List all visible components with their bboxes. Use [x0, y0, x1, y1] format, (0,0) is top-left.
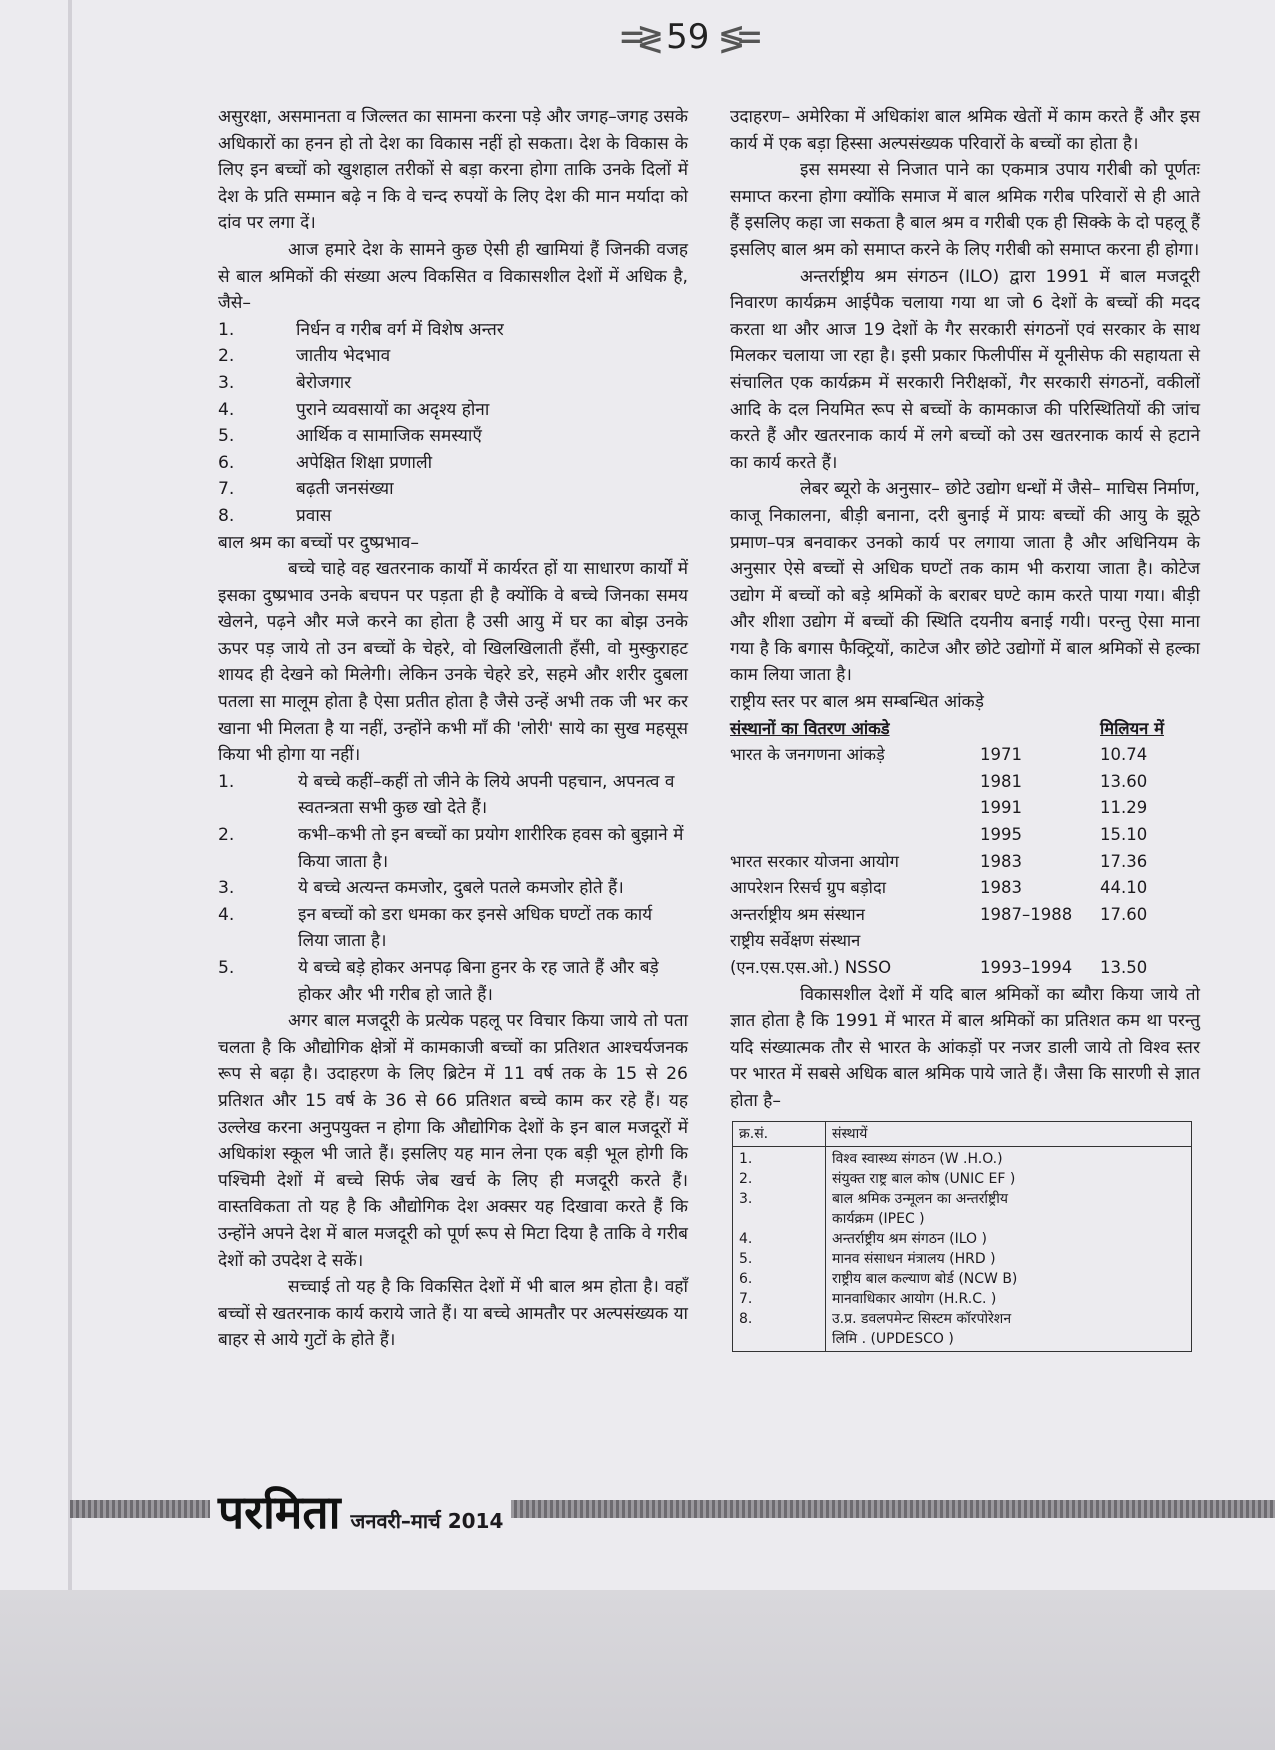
- table-row: [730, 902, 1200, 929]
- cell-source: अन्तर्राष्ट्रीय श्रम संस्थान: [730, 904, 865, 924]
- cell-source: [730, 769, 980, 796]
- cell-value: 44.10: [1100, 878, 1148, 898]
- institutions-table: [732, 1121, 1192, 1352]
- cell-year: 1995: [980, 825, 1022, 845]
- cell-year: [980, 928, 1100, 955]
- cell-value: 13.50: [1100, 958, 1148, 977]
- section-heading: बाल श्रम का बच्चों पर दुष्प्रभाव–: [218, 532, 419, 553]
- item-number: 3.: [218, 878, 235, 899]
- item-number: 2.: [218, 346, 235, 367]
- list-item: [218, 902, 688, 955]
- issue-date: जनवरी–मार्च 2014: [350, 1509, 504, 1533]
- item-number: 1.: [218, 319, 235, 340]
- paragraph: सच्चाई तो यह है कि विकसित देशों में भी बाल श्रम होता है। वहाँ बच्चों से खतरनाक कार्य कराये जाते हैं। या बच्चे आमतौर पर अल्पसंख्यक या बाहर से आये गुटों के होते हैं।: [218, 1277, 688, 1351]
- magazine-logo: परमिता: [218, 1485, 341, 1539]
- page-header: [620, 14, 756, 60]
- item-number: 6.: [218, 452, 235, 473]
- cell-institution-names: विश्व स्वास्थ्य संगठन (W .H.O.) संयुक्त राष्ट्र बाल कोष (UNIC EF ) बाल श्रमिक उन्मूलन का अन्तर्राष्ट्रीय कार्यक्रम (IPEC ) अन्तर्राष्ट्रीय श्रम संगठन (ILO ) मानव संसाधन मंत्रालय (HRD ) राष्ट्रीय बाल कल्याण बोर्ड (NCW B) मानवाधिकार आयोग (H.R.C. ) उ.प्र. डवलपमेन्ट सिस्टम कॉरपोरेशन लिमि . (UPDESCO ): [826, 1146, 1192, 1351]
- cell-value: 13.60: [1100, 771, 1148, 791]
- cell-source: [730, 822, 980, 849]
- cell-source: आपरेशन रिसर्च ग्रुप बड़ोदा: [730, 878, 886, 898]
- item-number: 3.: [218, 372, 235, 393]
- item-number: 2.: [218, 825, 235, 846]
- list-item: [218, 955, 688, 1008]
- stats-table: [730, 716, 1200, 982]
- item-number: 8.: [218, 505, 235, 526]
- paragraph: लेबर ब्यूरो के अनुसार– छोटे उद्योग धन्धों में जैसे– माचिस निर्माण, काजू निकालना, बीड़ी बनाना, दरी बुनाई में प्रायः बच्चों की आयु के झूठे प्रमाण–पत्र बनवाकर उनको कार्य पर लगाया जाता है और अधिनियम के अनुसार ऐसे बच्चों से अधिक घण्टों तक काम भी कराया जाता है। कोटेज उद्योग में बच्चों को बड़े श्रमिकों के बराबर घण्टे काम करते पाया गया। बीड़ी और शीशा उद्योग में बच्चों की स्थिति दयनीय बनाई गयी। परन्तु ऐसा माना गया है कि बगास फैक्ट्रियों, काटेज और छोटे उद्योगों में बाल श्रमिकों से हल्का काम लिया जाता है।: [730, 479, 1200, 686]
- header-ornament-right: ≶=: [719, 14, 756, 60]
- list-item: [218, 343, 688, 370]
- item-text: ये बच्चे अत्यन्त कमजोर, दुबले पतले कमजोर होते हैं।: [298, 878, 624, 899]
- item-number: 4.: [218, 904, 235, 925]
- cell-source: राष्ट्रीय सर्वेक्षण संस्थान: [730, 931, 861, 951]
- paragraph: इस समस्या से निजात पाने का एकमात्र उपाय गरीबी को पूर्णतः समाप्त करना होगा क्योंकि समाज में बाल श्रमिक गरीब परिवारों से ही आते हैं इसलिए कहा जा सकता है बाल श्रम व गरीबी एक ही सिक्के के दो पहलू हैं इसलिए बाल श्रम को समाप्त करने के लिए गरीबी को समाप्त करना ही होगा।: [730, 160, 1200, 260]
- list-item: [218, 397, 688, 424]
- list-item: [218, 875, 688, 902]
- list-item: [218, 822, 688, 875]
- paragraph: उदाहरण– अमेरिका में अधिकांश बाल श्रमिक खेतों में काम करते हैं और इस कार्य में एक बड़ा हिस्सा अल्पसंख्यक परिवारों के बच्चों का होता है।: [730, 107, 1200, 154]
- cell-serial-numbers: 1. 2. 3. 4. 5. 6. 7. 8.: [733, 1146, 826, 1351]
- footer: [210, 1480, 511, 1542]
- item-text: प्रवास: [296, 505, 332, 526]
- column-header: संस्थानों का वितरण आंकडे: [730, 718, 890, 738]
- item-text: आर्थिक व सामाजिक समस्याएँ: [296, 426, 482, 447]
- paragraph: असुरक्षा, असमानता व जिल्लत का सामना करना पड़े और जगह–जगह उसके अधिकारों का हनन हो तो देश का विकास नहीं हो सकता। देश के विकास के लिए इन बच्चों को खुशहाल तरीकों से बड़ा करना होगा ताकि उनके दिलों में देश के प्रति सम्मान बढ़े न कि वे चन्द रुपयों के लिए देश की मान मर्यादा को दांव पर लगा दें।: [218, 107, 688, 234]
- item-number: 7.: [218, 479, 235, 500]
- table-header-row: [730, 716, 1200, 743]
- causes-list: [218, 317, 688, 530]
- column-header: क्र.सं.: [733, 1121, 826, 1146]
- cell-value: 11.29: [1100, 798, 1148, 818]
- list-item: [218, 769, 688, 822]
- cell-value: 17.36: [1100, 851, 1148, 871]
- item-text: जातीय भेदभाव: [296, 346, 391, 367]
- list-item: [218, 317, 688, 344]
- table-row: [730, 822, 1200, 849]
- list-item: [218, 476, 688, 503]
- item-number: 5.: [218, 426, 235, 447]
- item-number: 1.: [218, 771, 235, 792]
- list-item: [218, 423, 688, 450]
- header-ornament-left: =≷: [620, 14, 657, 60]
- cell-year: 1993–1994: [980, 958, 1073, 977]
- item-text: निर्धन व गरीब वर्ग में विशेष अन्तर: [296, 319, 504, 340]
- table-row: [730, 849, 1200, 876]
- paragraph: विकासशील देशों में यदि बाल श्रमिकों का ब्यौरा किया जाये तो ज्ञात होता है कि 1991 में भारत में बाल श्रमिकों का प्रतिशत कम था परन्तु यदि संख्यात्मक तौर से भारत के आंकड़ों पर नजर डाली जाये तो विश्व स्तर पर भारत में सबसे अधिक बाल श्रमिक पाये जाते हैं। जैसा कि सारणी से ज्ञात होता है–: [730, 984, 1200, 1111]
- list-item: [218, 370, 688, 397]
- scan-background: [0, 1590, 1275, 1750]
- item-text: अपेक्षित शिक्षा प्रणाली: [296, 452, 433, 473]
- cell-year: 1983: [980, 851, 1022, 871]
- item-text: बढ़ती जनसंख्या: [296, 479, 394, 500]
- cell-value: 17.60: [1100, 904, 1148, 924]
- page-binding-edge: [68, 0, 72, 1590]
- table-row: [730, 769, 1200, 796]
- list-item: [218, 503, 688, 530]
- impacts-list: [218, 769, 688, 1008]
- table-row: [730, 955, 1200, 982]
- paragraph: अगर बाल मजदूरी के प्रत्येक पहलू पर विचार किया जाये तो पता चलता है कि औद्योगिक क्षेत्रों में कामकाजी बच्चों का प्रतिशत आश्चर्यजनक रूप से बढ़ा है। उदाहरण के लिए ब्रिटेन में 11 वर्ष तक के 15 से 26 प्रतिशत और 15 वर्ष के 36 से 66 प्रतिशत बच्चे काम कर रहे हैं। यह उल्लेख करना अनुपयुक्त न होगा कि औद्योगिक देशों के इन बाल मजदूरों में अधिकांश स्कूल भी जाते हैं। इसलिए यह मान लेना एक बड़ी भूल होगी कि पश्चिमी देशों में बच्चे सिर्फ जेब खर्च के लिए ही मजदूरी करते हैं। वास्तविकता तो यह है कि औद्योगिक देश अक्सर यह दिखावा करते हैं कि उन्होंने अपने देश में बाल मजदूरी को पूर्ण रूप से मिटा दिया है ताकि वे गरीब देशों को उपदेश दे सकें।: [218, 1011, 688, 1271]
- table-row: [730, 742, 1200, 769]
- stats-title: राष्ट्रीय स्तर पर बाल श्रम सम्बन्धित आंकड़े: [730, 692, 984, 713]
- paragraph: बच्चे चाहे वह खतरनाक कार्यों में कार्यरत हों या साधारण कार्यों में इसका दुष्प्रभाव उनके बचपन पर पड़ता ही है क्योंकि वे बच्चे जिनका समय खेलने, पढ़ने और मजे करने का होता है उसी आयु में घर का बोझ उनके ऊपर पड़ जाये तो उन बच्चों के चेहरे, वो खिलखिलाती हँसी, वो मुस्कुराहट शायद ही देखने को मिलेगी। लेकिन उनके चेहरे डरे, सहमे और शरीर दुबला पतला सा मालूम होता है ऐसा प्रतीत होता है जैसे उन्हें अभी तक जी भर कर खाना भी मिलता है या नहीं, उन्होंने कभी माँ की 'लोरी' साये का सुख महसूस किया भी होगा या नहीं।: [218, 559, 688, 766]
- item-text: ये बच्चे कहीं–कहीं तो जीने के लिये अपनी पहचान, अपनत्व व स्वतन्त्रता सभी कुछ खो देते हैं।: [298, 771, 675, 819]
- left-column: [218, 104, 688, 1354]
- cell-year: 1987–1988: [980, 904, 1073, 924]
- table-row: [730, 928, 1200, 955]
- cell-value: 15.10: [1100, 825, 1148, 845]
- page-number: 59: [666, 17, 710, 57]
- right-column: [730, 104, 1200, 1352]
- cell-value: 10.74: [1100, 745, 1148, 765]
- cell-year: 1983: [980, 878, 1022, 898]
- column-header: संस्थायें: [826, 1121, 1192, 1146]
- item-number: 5.: [218, 958, 235, 978]
- item-text: कभी–कभी तो इन बच्चों का प्रयोग शारीरिक हवस को बुझाने में किया जाता है।: [298, 825, 684, 872]
- item-text: पुराने व्यवसायों का अदृश्य होना: [296, 399, 490, 420]
- item-text: ये बच्चे बड़े होकर अनपढ़ बिना हुनर के रह जाते हैं और बड़े होकर और भी गरीब हो जाते हैं।: [298, 958, 659, 1005]
- cell-year: 1981: [980, 771, 1022, 791]
- paragraph: आज हमारे देश के सामने कुछ ऐसी ही खामियां हैं जिनकी वजह से बाल श्रमिकों की संख्या अल्प विकसित व विकासशील देशों में अधिक है, जैसे–: [218, 239, 688, 314]
- table-row: [733, 1146, 1192, 1351]
- item-text: बेरोजगार: [296, 372, 352, 393]
- cell-source: [730, 795, 980, 822]
- table-row: [730, 875, 1200, 902]
- cell-source: (एन.एस.एस.ओ.) NSSO: [730, 958, 892, 977]
- column-header: मिलियन में: [1100, 718, 1164, 738]
- item-number: 4.: [218, 399, 235, 420]
- cell-year: 1991: [980, 798, 1022, 818]
- cell-source: भारत सरकार योजना आयोग: [730, 851, 899, 871]
- cell-year: 1971: [980, 745, 1022, 765]
- paragraph: अन्तर्राष्ट्रीय श्रम संगठन (ILO) द्वारा 1991 में बाल मजदूरी निवारण कार्यक्रम आईपैक चलाया गया था जो 6 देशों के बच्चों की मदद करता था और आज 19 देशों के गैर सरकारी संगठनों एवं सरकार के साथ मिलकर चलाया जा रहा है। इसी प्रकार फिलीपींस में यूनीसेफ की सहायता से संचालित एक कार्यक्रम में सरकारी निरीक्षकों, गैर सरकारी संगठनों, वकीलों आदि के दल नियमित रूप से बच्चों के कामकाज की परिस्थितियों की जांच करते हैं और खतरनाक कार्य में लगे बच्चों को उस खतरनाक कार्य से हटाने का कार्य करते हैं।: [730, 266, 1200, 473]
- table-row: [730, 795, 1200, 822]
- cell-value: [1100, 928, 1200, 955]
- item-text: इन बच्चों को डरा धमका कर इनसे अधिक घण्टों तक कार्य लिया जाता है।: [298, 904, 653, 952]
- cell-source: भारत के जनगणना आंकड़े: [730, 745, 885, 765]
- table-header-row: [733, 1121, 1192, 1146]
- list-item: [218, 450, 688, 477]
